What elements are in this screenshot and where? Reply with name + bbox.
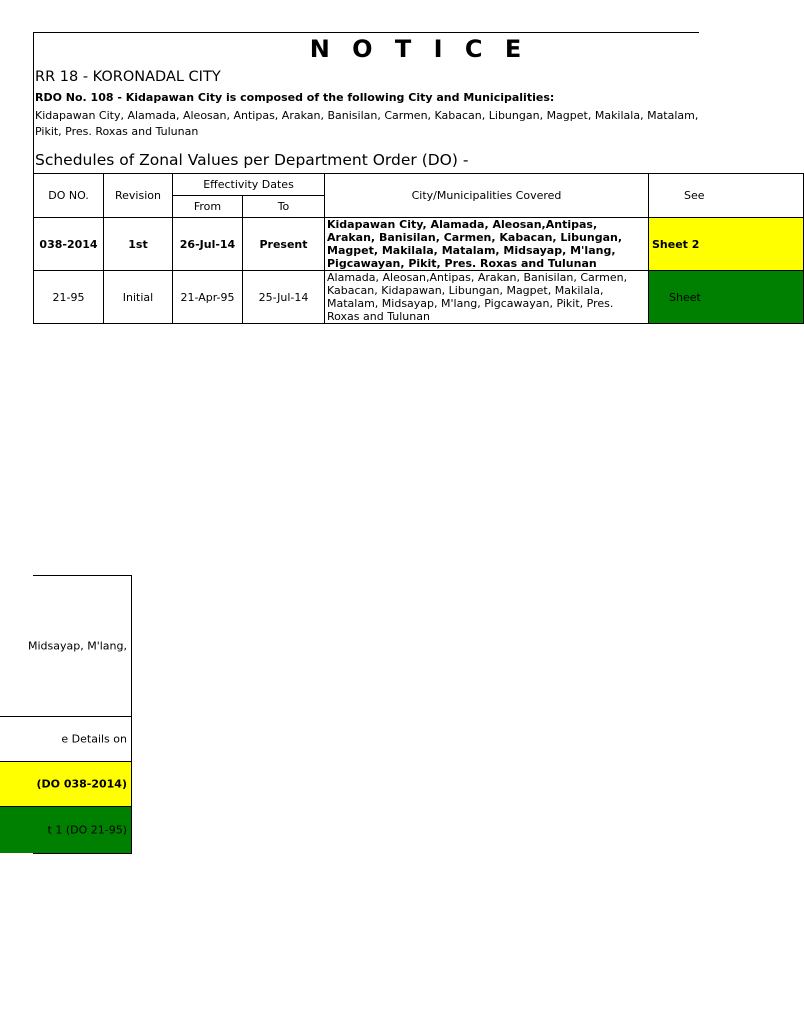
header-covered: City/Municipalities Covered <box>325 174 649 218</box>
municipalities-line: Pikit, Pres. Roxas and Tulunan <box>35 125 199 138</box>
table-header-row <box>34 174 804 196</box>
sheet-2-link[interactable]: Sheet 2 <box>649 218 804 271</box>
notice-sheet-continuation <box>28 575 132 854</box>
zonal-values-table <box>33 173 804 324</box>
table-row <box>34 271 804 324</box>
header-revision: Revision <box>104 174 173 218</box>
continuation-sheet-1-link[interactable] <box>0 807 131 853</box>
cell-revision: 1st <box>104 218 173 271</box>
cell-to: 25-Jul-14 <box>243 271 325 324</box>
continuation-details-cell <box>0 717 131 762</box>
municipalities-list <box>35 108 698 140</box>
continuation-column <box>0 576 131 853</box>
notice-title: N O T I C E <box>309 35 529 63</box>
continuation-sheet-2-text: (DO 038-2014) <box>36 777 127 791</box>
continuation-covered-cell <box>0 576 131 717</box>
cell-covered: Kidapawan City, Alamada, Aleosan,Antipas, Arakan, Banisilan, Carmen, Kabacan, Libungan, Magpet, Makilala, Matalam, Midsayap, M'lang, Pigcawayan, Pikit, Pres. Roxas and Tulunan <box>325 218 649 271</box>
header-see: See <box>649 174 804 218</box>
continuation-covered-text: Midsayap, M'lang, <box>28 639 127 653</box>
table-row <box>34 218 804 271</box>
schedules-heading: Schedules of Zonal Values per Department Order (DO) - <box>35 151 469 169</box>
cell-do-no: 21-95 <box>34 271 104 324</box>
continuation-sheet-2-link[interactable] <box>0 762 131 807</box>
header-effectivity-dates: Effectivity Dates <box>173 174 325 196</box>
cell-covered: Alamada, Aleosan,Antipas, Arakan, Banisilan, Carmen, Kabacan, Kidapawan, Libungan, Magpet, Makilala, Matalam, Midsayap, M'lang, Pigcawayan, Pikit, Pres. Roxas and Tulunan <box>325 271 649 324</box>
continuation-sheet-1-text: t 1 (DO 21-95) <box>47 823 127 837</box>
notice-sheet-top <box>33 32 705 323</box>
cell-from: 26-Jul-14 <box>173 218 243 271</box>
cell-to: Present <box>243 218 325 271</box>
revenue-region-heading: RR 18 - KORONADAL CITY <box>35 69 221 85</box>
sheet-1-link[interactable]: Sheet <box>649 271 804 324</box>
header-from: From <box>173 196 243 218</box>
rdo-description: RDO No. 108 - Kidapawan City is composed of the following City and Municipalities: <box>35 91 555 104</box>
cell-from: 21-Apr-95 <box>173 271 243 324</box>
cell-revision: Initial <box>104 271 173 324</box>
continuation-details-text: e Details on <box>61 732 127 746</box>
header-to: To <box>243 196 325 218</box>
municipalities-line: Kidapawan City, Alamada, Aleosan, Antipas, Arakan, Banisilan, Carmen, Kabacan, Libungan, Magpet, Makilala, Matalam, <box>35 109 699 122</box>
header-do-no: DO NO. <box>34 174 104 218</box>
cell-do-no: 038-2014 <box>34 218 104 271</box>
